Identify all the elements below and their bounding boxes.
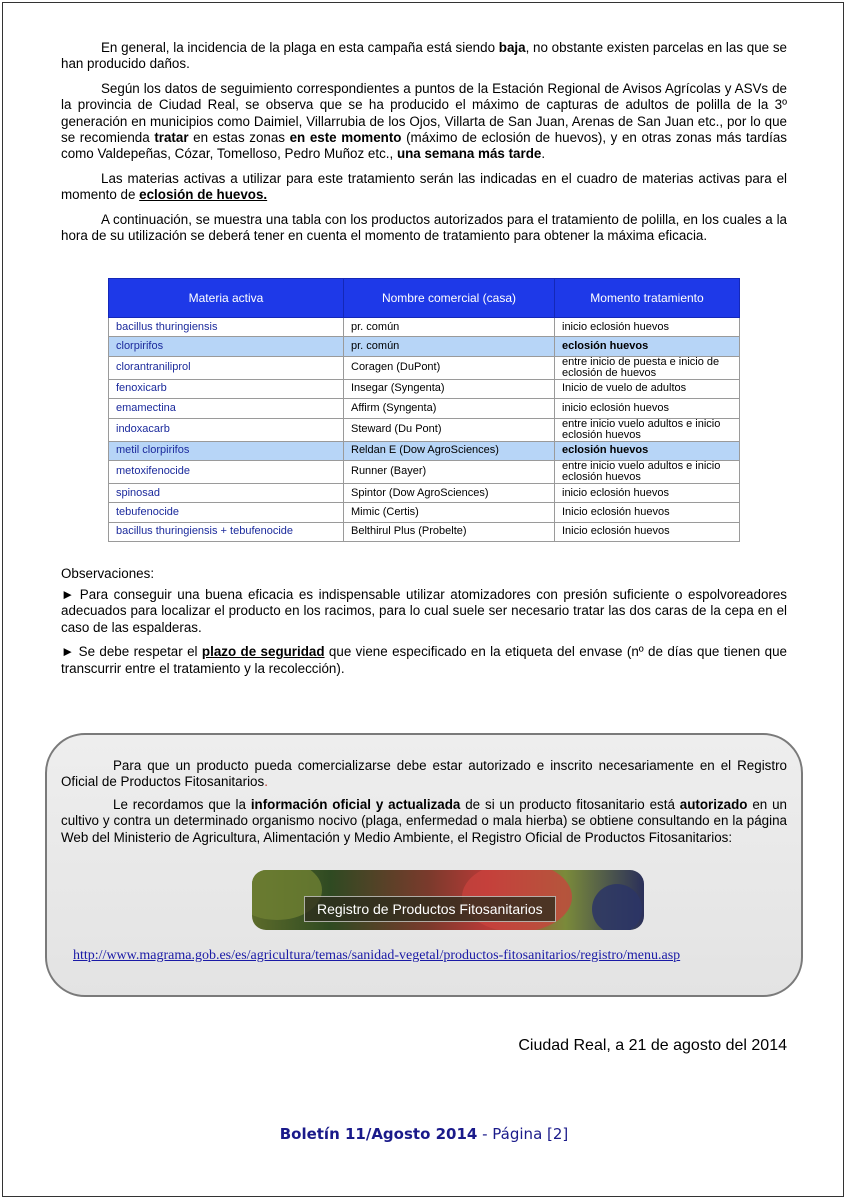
grapes-decoration-icon — [592, 884, 642, 930]
materia-activa-cell: clorpirifos — [109, 337, 344, 356]
nombre-comercial-cell: Belthirul Plus (Probelte) — [344, 522, 555, 541]
materia-activa-cell: indoxacarb — [109, 418, 344, 441]
intro-section — [61, 40, 787, 252]
momento-tratamiento-cell: entre inicio vuelo adultos e inicio eclosión huevos — [555, 460, 740, 483]
observaciones-title: Observaciones: — [61, 566, 155, 581]
materia-activa-cell: bacillus thuringiensis — [109, 318, 344, 337]
nombre-comercial-cell: Coragen (DuPont) — [344, 356, 555, 379]
table-row — [109, 418, 740, 441]
momento-tratamiento-cell: entre inicio vuelo adultos e inicio eclosión huevos — [555, 418, 740, 441]
table-row — [109, 460, 740, 483]
table-row — [109, 399, 740, 418]
materia-activa-cell: metil clorpirifos — [109, 441, 344, 460]
table-row — [109, 318, 740, 337]
momento-tratamiento-cell: inicio eclosión huevos — [555, 483, 740, 502]
nombre-comercial-cell: pr. común — [344, 337, 555, 356]
intro-paragraph-3: Las materias activas a utilizar para este tratamiento serán las indicadas en el cuadro de materias activas para el momento de eclosión de huevos. — [61, 170, 787, 203]
products-table — [108, 278, 740, 542]
nombre-comercial-cell: Insegar (Syngenta) — [344, 379, 555, 398]
table-row — [109, 441, 740, 460]
momento-tratamiento-cell: inicio eclosión huevos — [555, 399, 740, 418]
table-header-row — [109, 279, 740, 318]
momento-tratamiento-cell: inicio eclosión huevos — [555, 318, 740, 337]
nombre-comercial-cell: pr. común — [344, 318, 555, 337]
header-materia-activa: Materia activa — [109, 279, 344, 318]
momento-tratamiento-cell: Inicio eclosión huevos — [555, 503, 740, 522]
table-row — [109, 483, 740, 502]
registro-link[interactable]: http://www.magrama.gob.es/es/agricultura/temas/sanidad-vegetal/productos-fitosanitarios/registro/menu.asp — [73, 948, 681, 963]
nombre-comercial-cell: Runner (Bayer) — [344, 460, 555, 483]
materia-activa-cell: clorantraniliprol — [109, 356, 344, 379]
observacion-item-1: ► Para conseguir una buena eficacia es indispensable utilizar atomizadores con presión suficiente o espolvoreadores adecuados para localizar el producto en los racimos, para lo cual suele ser necesario tratar las dos caras de la cepa en el caso de las espalderas. — [61, 587, 787, 635]
banner-label: Registro de Productos Fitosanitarios — [304, 896, 556, 922]
observaciones-section — [61, 566, 787, 685]
nombre-comercial-cell: Mimic (Certis) — [344, 503, 555, 522]
materia-activa-cell: tebufenocide — [109, 503, 344, 522]
materia-activa-cell: metoxifenocide — [109, 460, 344, 483]
table-row — [109, 522, 740, 541]
notice-paragraph-2: Le recordamos que la información oficial y actualizada de si un producto fitosanitario está autorizado en un cultivo y contra un determinado organismo nocivo (plaga, enfermedad o mala hierba) se obtiene consultando en la página Web del Ministerio de Agricultura, Alimentación y Medio Ambiente, el Registro Oficial de Productos Fitosanitarios: — [61, 796, 787, 845]
dateline: Ciudad Real, a 21 de agosto del 2014 — [518, 1037, 787, 1054]
table-row — [109, 337, 740, 356]
notice-text — [61, 758, 787, 852]
momento-tratamiento-cell: Inicio eclosión huevos — [555, 522, 740, 541]
materia-activa-cell: spinosad — [109, 483, 344, 502]
nombre-comercial-cell: Spintor (Dow AgroSciences) — [344, 483, 555, 502]
notice-paragraph-1: Para que un producto pueda comercializarse debe estar autorizado e inscrito necesariamente en el Registro Oficial de Productos Fitosanitarios. — [61, 758, 787, 790]
registro-banner[interactable] — [252, 870, 644, 930]
materia-activa-cell: emamectina — [109, 399, 344, 418]
momento-tratamiento-cell: eclosión huevos — [555, 337, 740, 356]
momento-tratamiento-cell: eclosión huevos — [555, 441, 740, 460]
page-footer: Boletín 11/Agosto 2014 - Página [2] — [279, 1125, 569, 1143]
momento-tratamiento-cell: entre inicio de puesta e inicio de eclosión de huevos — [555, 356, 740, 379]
nombre-comercial-cell: Steward (Du Pont) — [344, 418, 555, 441]
nombre-comercial-cell: Reldan E (Dow AgroSciences) — [344, 441, 555, 460]
intro-paragraph-1: En general, la incidencia de la plaga en esta campaña está siendo baja, no obstante existen parcelas en las que se han producido daños. — [61, 40, 788, 72]
nombre-comercial-cell: Affirm (Syngenta) — [344, 399, 555, 418]
header-momento-tratamiento: Momento tratamiento — [555, 279, 740, 318]
intro-paragraph-2: Según los datos de seguimiento correspondientes a puntos de la Estación Regional de Avisos Agrícolas y ASVs de la provincia de Ciudad Real, se observa que se ha producido el máximo de capturas de adultos de polilla de la 3º generación en municipios como Daimiel, Villarrubia de los Ojos, Villarta de San Juan, Arenas de San Juan etc., por lo que se recomienda tratar en estas zonas en este momento (máximo de eclosión de huevos), y en otras zonas más tardías como Valdepeñas, Cózar, Tomelloso, Pedro Muñoz etc., una semana más tarde. — [61, 80, 787, 162]
table-row — [109, 356, 740, 379]
observacion-item-2: ► Se debe respetar el plazo de seguridad que viene especificado en la etiqueta del envase (nº de días que tienen que transcurrir entre el tratamiento y la recolección). — [61, 644, 787, 676]
intro-paragraph-4: A continuación, se muestra una tabla con los productos autorizados para el tratamiento de polilla, en los cuales a la hora de su utilización se deberá tener en cuenta el momento de tratamiento para obtener la máxima eficacia. — [61, 211, 787, 244]
table-row — [109, 379, 740, 398]
momento-tratamiento-cell: Inicio de vuelo de adultos — [555, 379, 740, 398]
header-nombre-comercial: Nombre comercial (casa) — [344, 279, 555, 318]
table-row — [109, 503, 740, 522]
materia-activa-cell: fenoxicarb — [109, 379, 344, 398]
materia-activa-cell: bacillus thuringiensis + tebufenocide — [109, 522, 344, 541]
